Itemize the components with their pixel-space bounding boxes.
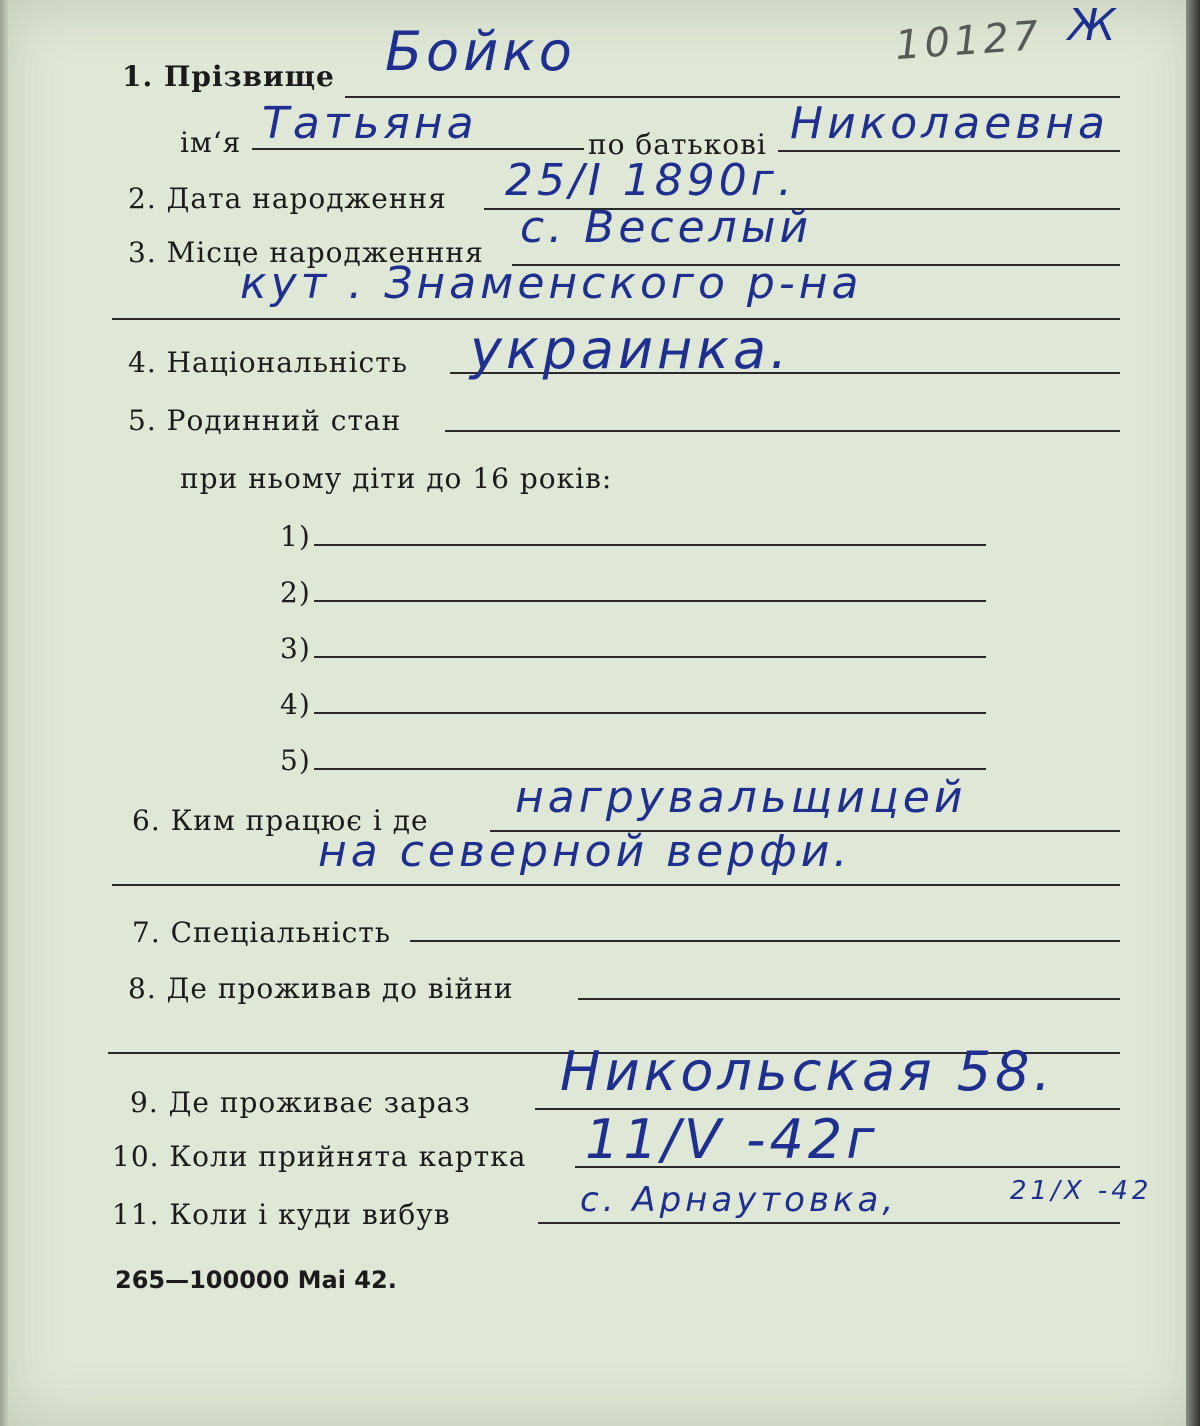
marital-status-label: 5. Родинний стан: [128, 404, 402, 437]
departure-date-value: 21/X -42: [1010, 1176, 1153, 1206]
child-2-label: 2): [280, 576, 311, 609]
nationality-label: 4. Національність: [128, 346, 408, 379]
work-line-2: [112, 884, 1120, 886]
card-accepted-value: 11/V -42г: [585, 1108, 879, 1171]
archive-number: 10127: [893, 12, 1044, 70]
departure-label: 11. Коли і куди вибув: [112, 1198, 451, 1231]
birth-date-label: 2. Дата народження: [128, 182, 447, 215]
patronymic-line: [778, 150, 1120, 152]
birth-place-label: 3. Місце народженння: [128, 236, 484, 269]
prewar-residence-label: 8. Де проживав до війни: [128, 972, 514, 1005]
card-accepted-label: 10. Коли прийнята картка: [112, 1140, 527, 1173]
card-right-edge: [1186, 0, 1200, 1426]
child-2-line: [314, 600, 986, 602]
birth-place-value-1: с. Веселый: [520, 202, 813, 253]
print-code: 265—100000 Mai 42.: [115, 1266, 397, 1294]
first-name-value: Татьяна: [262, 98, 478, 149]
child-4-label: 4): [280, 688, 311, 721]
current-residence-value: Никольская 58.: [560, 1040, 1055, 1103]
child-3-line: [314, 656, 986, 658]
child-1-line: [314, 544, 986, 546]
surname-value: Бойко: [385, 20, 576, 83]
child-1-label: 1): [280, 520, 311, 553]
specialty-label: 7. Спеціальність: [132, 916, 391, 949]
first-name-label: ім‘я: [180, 126, 242, 159]
work-value-2: на северной верфи.: [318, 826, 852, 877]
patronymic-label: по батькові: [588, 128, 767, 161]
patronymic-value: Николаевна: [790, 98, 1109, 149]
nationality-value: украинка.: [470, 318, 792, 381]
child-5-label: 5): [280, 744, 311, 777]
birth-place-value-2: кут . Знаменского р-на: [240, 258, 863, 309]
corner-mark: Ж: [1068, 0, 1120, 51]
marital-status-line: [445, 430, 1120, 432]
departure-line: [538, 1222, 1120, 1224]
card-left-edge: [0, 0, 8, 1426]
children-label: при ньому діти до 16 років:: [180, 462, 613, 495]
work-value-1: нагрувальщицей: [515, 772, 967, 823]
departure-place-value: с. Арнаутовка,: [580, 1180, 898, 1220]
work-label: 6. Ким працює і де: [132, 804, 429, 837]
child-3-label: 3): [280, 632, 311, 665]
specialty-line: [410, 940, 1120, 942]
prewar-residence-line-1: [578, 998, 1120, 1000]
surname-label: 1. Прізвище: [122, 60, 335, 93]
child-5-line: [314, 768, 986, 770]
child-4-line: [314, 712, 986, 714]
birth-date-value: 25/I 1890г.: [505, 155, 796, 206]
current-residence-label: 9. Де проживає зараз: [130, 1086, 471, 1119]
